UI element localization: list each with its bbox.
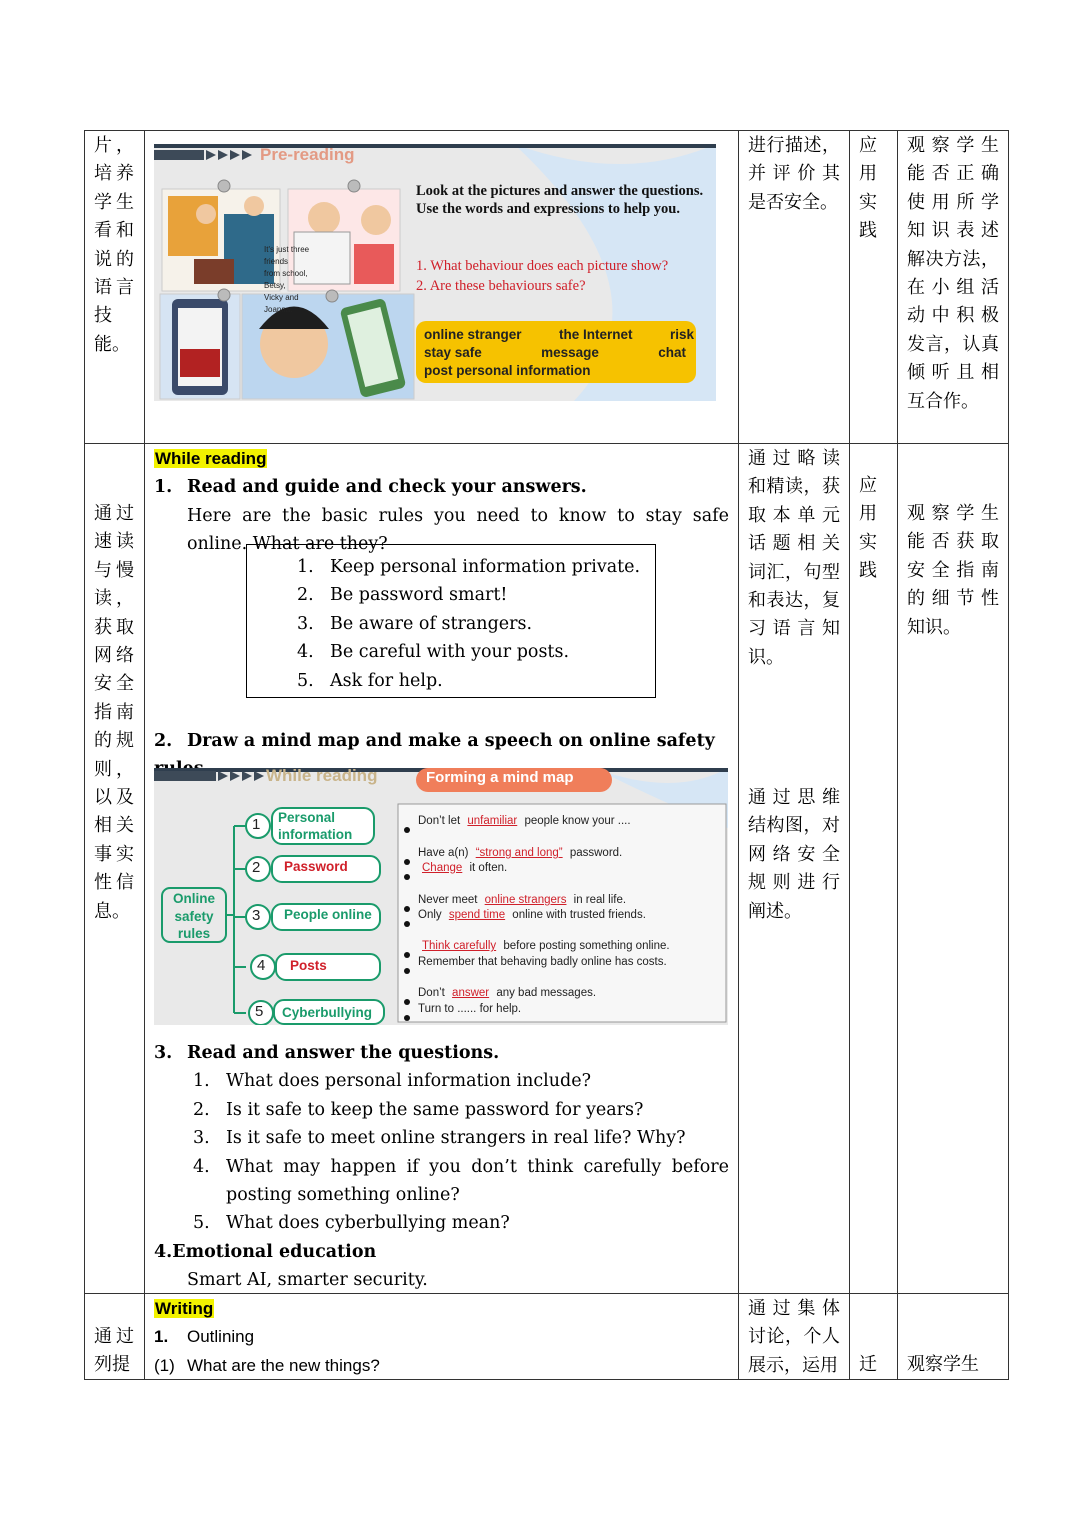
rule-item: 2. Be password smart! <box>297 585 508 606</box>
banner-arrows-icon <box>206 150 252 160</box>
question-item: 5. What does cyberbullying mean? <box>193 1213 510 1234</box>
cell-line: 结构图，对 <box>748 815 840 837</box>
cell-line: 互合作。 <box>907 390 979 412</box>
row1-intent-cell <box>748 132 840 217</box>
cell-line: 的规 <box>94 730 134 752</box>
task1-text: Here are the basic rules you need to know to stay safe online. What are they? <box>187 505 729 555</box>
cell-line: 进行描述， <box>748 135 840 156</box>
rule-item: 1. Keep personal information private. <box>297 557 641 577</box>
cell-line: 观察学生 <box>907 503 999 524</box>
branch-number: 4 <box>257 957 266 974</box>
branch-number: 5 <box>255 1003 264 1020</box>
branch-label: Personal information <box>278 810 353 842</box>
cell-line: 观察学生 <box>907 1354 979 1375</box>
cell-line: 习语言知 <box>748 618 840 640</box>
cell-line: 迁 <box>859 1354 877 1375</box>
cell-line: 通过略读 <box>748 448 840 469</box>
blank-answer: Change <box>422 862 463 874</box>
row2-goal-cell <box>94 500 134 926</box>
row3-type-cell <box>859 1351 879 1379</box>
mindmap-line: Turn to ...... for help. <box>418 1003 522 1015</box>
cell-line: 事实 <box>94 843 134 865</box>
cell-line: 阐述。 <box>748 900 802 922</box>
mindmap-line: Have a(n) “strong and long” password. <box>418 847 623 859</box>
mindmap-line: Only spend time online with trusted friends. <box>418 909 646 921</box>
cell-line: 规则进行 <box>748 872 840 894</box>
cell-line: 应 <box>859 475 877 496</box>
cell-line: 识。 <box>748 646 784 668</box>
cell-line: 速读 <box>94 531 134 553</box>
writing-heading: Writing <box>155 1299 214 1318</box>
cell-line: 倾听且相 <box>907 362 999 384</box>
cell-line: 的细节性 <box>907 588 999 610</box>
cell-line: 通过 <box>94 1326 134 1347</box>
row3-intent-cell <box>748 1295 840 1380</box>
branch-number: 3 <box>252 907 261 924</box>
slide-banner-title: Pre-reading <box>260 145 355 164</box>
cell-line: 能否正确 <box>907 163 999 185</box>
cell-line: 并评价其 <box>748 163 840 185</box>
cell-line: 看和 <box>94 220 134 242</box>
question-item: 3. Is it safe to meet online strangers in real life? Why? <box>193 1128 686 1149</box>
row2-type-cell <box>859 472 879 586</box>
cell-line: 培养 <box>94 163 134 185</box>
slide-instruction: Look at the pictures and answer the questions. Use the words and expressions to help you. <box>416 183 704 217</box>
cell-line: 性信 <box>94 872 134 894</box>
cell-line: 获取 <box>94 616 134 638</box>
mind-map-slide <box>154 768 728 1025</box>
cell-line: 能。 <box>94 333 130 355</box>
cell-line: 语言 <box>94 277 134 299</box>
writing-section: Writing 1. Outlining (1) What are the new things? <box>154 1299 380 1375</box>
row2-intent-b-cell <box>748 784 840 926</box>
blank-answer: unfamiliar <box>467 815 518 827</box>
cell-line: 是否安全。 <box>748 191 838 213</box>
cell-line: 解决方法， <box>907 248 999 270</box>
cell-line: 说的 <box>94 248 134 270</box>
mindmap-line: Don’t let unfamiliar people know your .... <box>418 815 631 827</box>
branch-label: People online <box>284 907 372 922</box>
row2-intent-a-cell <box>748 445 840 672</box>
cell-line: 词汇，句型 <box>748 561 840 583</box>
task3-section: 3. Read and answer the questions. 1. What does personal information include? 2. Is it safe to keep the same password for years? 3. Is it safe to meet online strangers in real life? Why? 4. What may happen if you don’t think carefully before posting something online? 5. What does cyberbullying mean? 4.Emotional education Smart AI, smarter security. <box>154 1039 729 1295</box>
rules-box <box>246 544 656 698</box>
cell-line: 和表达，复 <box>748 590 840 612</box>
cell-line: 学生 <box>94 191 134 213</box>
mindmap-line: Never meet online strangers in real life. <box>418 894 627 906</box>
mindmap-line: Change it often. <box>418 861 507 876</box>
cell-line: 在小组活 <box>907 277 999 299</box>
cell-line: 与慢 <box>94 559 134 581</box>
cell-line: 实 <box>859 531 877 553</box>
cell-line: 网络 <box>94 645 134 667</box>
cell-line: 读， <box>94 588 134 610</box>
cell-line: 息。 <box>94 900 130 922</box>
question-item: 2. Is it safe to keep the same password for years? <box>193 1099 644 1120</box>
cell-line: 话题相关 <box>748 533 840 555</box>
row1-assess-cell <box>907 132 999 416</box>
cell-line: 发言，认真 <box>907 333 999 355</box>
task4-text: Smart AI, smarter security. <box>187 1270 428 1291</box>
cell-line: 践 <box>859 220 877 242</box>
cell-line: 知识表述 <box>907 220 999 242</box>
outlining-label: Outlining <box>187 1327 255 1347</box>
branch-number: 2 <box>252 859 261 876</box>
banner-arrows-icon <box>218 771 264 781</box>
cell-line: 实 <box>859 191 877 213</box>
cell-line: 相关 <box>94 815 134 837</box>
mindmap-line: Remember that behaving badly online has costs. <box>418 956 667 968</box>
word-bank: online stranger the Internet risk stay safe message chat post personal information <box>424 327 694 378</box>
row3-goal-cell <box>94 1323 134 1380</box>
row1-goal-cell <box>94 132 134 359</box>
cell-line: 展示，运用 <box>748 1354 838 1376</box>
chat-bubble: It's just three friends from school, Betsy, Vicky and Joanna. <box>264 245 310 314</box>
cell-line: 安全指南 <box>907 559 999 581</box>
lesson-plan-table <box>84 130 1009 1380</box>
cell-line: 使用所学 <box>907 191 999 213</box>
cell-line: 指南 <box>94 701 134 723</box>
cell-line: 应 <box>859 135 877 156</box>
question-item: 4. What may happen if you don’t think carefully before posting something online? <box>193 1156 729 1206</box>
cell-line: 通过 <box>94 503 134 524</box>
mindmap-line: Don’t answer any bad messages. <box>418 987 597 999</box>
blank-answer: online strangers <box>484 894 567 906</box>
cell-line: 安全 <box>94 673 134 695</box>
task1-title: Read and guide and check your answers. <box>187 477 587 498</box>
new-things-question: What are the new things? <box>187 1355 380 1375</box>
pre-reading-slide <box>154 144 716 401</box>
blank-answer: answer <box>452 987 490 999</box>
cell-line: 以及 <box>94 787 134 809</box>
rule-item: 3. Be aware of strangers. <box>297 613 533 634</box>
row2-assess-cell <box>907 500 999 642</box>
blank-answer: spend time <box>448 909 506 921</box>
rule-item: 5. Ask for help. <box>297 670 443 691</box>
task4-title: 4.Emotional education <box>154 1241 377 1262</box>
cell-line: 网络安全 <box>748 843 840 865</box>
cell-line: 技 <box>94 305 112 327</box>
cell-line: 动中积极 <box>907 305 999 327</box>
cell-line: 能否获取 <box>907 531 999 553</box>
slide-questions: 1. What behaviour does each picture show? 2. Are these behaviours safe? <box>416 258 669 294</box>
cell-line: 通过集体 <box>748 1298 840 1319</box>
question-item: 1. What does personal information include? <box>193 1071 591 1092</box>
row3-assess-cell <box>907 1351 999 1379</box>
mindmap-center: Online safety rules <box>172 891 215 941</box>
mindmap-line: Think carefully before posting something online. <box>418 939 670 954</box>
branch-number: 1 <box>252 816 261 833</box>
cell-line: 知识。 <box>907 616 961 638</box>
cell-line: 践 <box>859 560 877 582</box>
rule-item: 4. Be careful with your posts. <box>297 642 570 663</box>
while-reading-section: While reading 1. Read and guide and check your answers. Here are the basic rules you need to know to stay safe online. What are they? <box>154 445 729 559</box>
blank-answer: Think carefully <box>422 940 497 952</box>
task3-title: Read and answer the questions. <box>187 1043 500 1063</box>
branch-label: Posts <box>290 958 327 973</box>
branch-label: Cyberbullying <box>282 1005 373 1020</box>
task2-title: 2. Draw a mind map and make a speech on online safety <box>154 731 715 751</box>
cell-line: 讨论，个人 <box>748 1326 840 1348</box>
cell-line: 列提 <box>94 1354 130 1376</box>
cell-line: 则， <box>94 758 134 780</box>
cell-line: 用 <box>859 163 877 185</box>
branch-label: Password <box>284 859 348 874</box>
cell-line: 通过思维 <box>748 787 840 808</box>
while-reading-heading: While reading <box>155 449 267 468</box>
cell-line: 观察学生 <box>907 135 999 156</box>
mindmap-banner: While reading <box>266 768 378 785</box>
cell-line: 用 <box>859 503 877 525</box>
mindmap-pill: Forming a mind map <box>426 769 574 786</box>
cell-line: 片， <box>94 135 134 156</box>
blank-answer: “strong and long” <box>475 847 563 859</box>
row1-type-cell <box>859 132 879 246</box>
cell-line: 和精读，获 <box>748 476 840 498</box>
cell-line: 取本单元 <box>748 504 840 526</box>
